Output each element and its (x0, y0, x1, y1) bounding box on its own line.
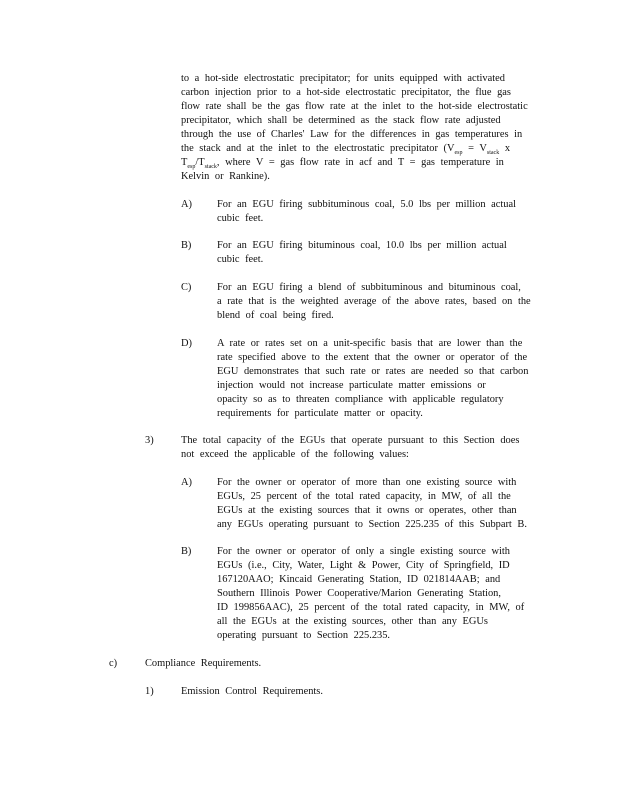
item-line: For an EGU firing a blend of subbituminous and bituminous coal, (217, 282, 521, 293)
intro-line: Kelvin or Rankine). (181, 171, 270, 182)
item-line: operating pursuant to Section 225.235. (217, 630, 391, 641)
item-line: all the EGUs at the existing sources, other than any EGUs (217, 616, 488, 627)
item-line: EGU demonstrates that such rate or rates are needed so that carbon (217, 366, 529, 377)
section-c-marker: c) (109, 658, 118, 669)
item-2b-text (217, 239, 537, 267)
item-line: cubic feet. (217, 213, 264, 224)
item-line: cubic feet. (217, 254, 264, 265)
subscript-stack: stack (486, 150, 500, 156)
item-c1-marker: 1) (145, 686, 154, 697)
formula-slash-t: /T (195, 157, 205, 168)
item-line: requirements for particulate matter or opacity. (217, 408, 423, 419)
item-2a-text (217, 198, 537, 226)
item-3-text (181, 434, 539, 462)
item-line: rate specified above to the extent that the owner or operator of the (217, 352, 528, 363)
item-line: a rate that is the weighted average of the above rates, based on the (217, 296, 531, 307)
item-2a-marker: A) (181, 199, 192, 210)
item-line: any EGUs operating pursuant to Section 225.235 of this Subpart B. (217, 519, 527, 530)
item-2d-text (217, 337, 537, 421)
intro-line: flow rate shall be the gas flow rate at the inlet to the hot-side electrostatic (181, 101, 528, 112)
item-line: injection would not increase particulate matter emissions or (217, 380, 486, 391)
formula-times: x (499, 143, 511, 154)
item-line: opacity so as to threaten compliance with applicable regulatory (217, 394, 504, 405)
item-line: EGUs, 25 percent of the total rated capacity, in MW, of all the (217, 491, 511, 502)
item-line: not exceed the applicable of the following values: (181, 449, 409, 460)
item-3a-text (217, 476, 543, 532)
item-line: ID 199856AAC), 25 percent of the total rated capacity, in MW, of (217, 602, 525, 613)
item-line: EGUs (i.e., City, Water, Light & Power, City of Springfield, ID (217, 560, 510, 571)
item-3-marker: 3) (145, 435, 154, 446)
subscript-esp: esp (454, 150, 463, 156)
item-line: 167120AAO; Kincaid Generating Station, ID 021814AAB; and (217, 574, 501, 585)
item-line: The total capacity of the EGUs that operate pursuant to this Section does (181, 435, 520, 446)
intro-paragraph (181, 72, 539, 184)
section-c-heading: Compliance Requirements. (145, 658, 262, 669)
item-3b-text (217, 545, 543, 643)
item-2b-marker: B) (181, 240, 192, 251)
intro-line: to a hot-side electrostatic precipitator; for units equipped with activated (181, 73, 505, 84)
item-line: blend of coal being fired. (217, 310, 334, 321)
item-2c-text (217, 281, 537, 323)
item-2c-marker: C) (181, 282, 192, 293)
intro-line-formula-2 (181, 156, 539, 170)
item-line: For the owner or operator of more than one existing source with (217, 477, 517, 488)
item-line: For the owner or operator of only a single existing source with (217, 546, 510, 557)
item-c1-heading: Emission Control Requirements. (181, 686, 323, 697)
item-line: Southern Illinois Power Cooperative/Marion Generating Station, (217, 588, 501, 599)
intro-line-formula (181, 142, 539, 156)
item-2d-marker: D) (181, 338, 192, 349)
item-line: EGUs at the existing sources that it owns or operates, other than (217, 505, 517, 516)
item-3a-marker: A) (181, 477, 192, 488)
intro-line: through the use of Charles' Law for the differences in gas temperatures in (181, 129, 523, 140)
subscript-esp-2: esp (187, 164, 196, 170)
formula-equals: = V (462, 143, 487, 154)
item-3b-marker: B) (181, 546, 192, 557)
intro-line: carbon injection prior to a hot-side electrostatic precipitator, the flue gas (181, 87, 511, 98)
item-line: A rate or rates set on a unit-specific basis that are lower than the (217, 338, 523, 349)
formula-t: T (181, 157, 188, 168)
item-line: For an EGU firing bituminous coal, 10.0 lbs per million actual (217, 240, 507, 251)
intro-line: precipitator, which shall be determined as the stack flow rate adjusted (181, 115, 501, 126)
intro-line-text: the stack and at the inlet to the electrostatic precipitator (V (181, 143, 455, 154)
subscript-stack-2: stack (204, 164, 217, 170)
item-line: For an EGU firing subbituminous coal, 5.0 lbs per million actual (217, 199, 516, 210)
formula-where: , where V = gas flow rate in acf and T = gas temperature in (216, 157, 504, 168)
